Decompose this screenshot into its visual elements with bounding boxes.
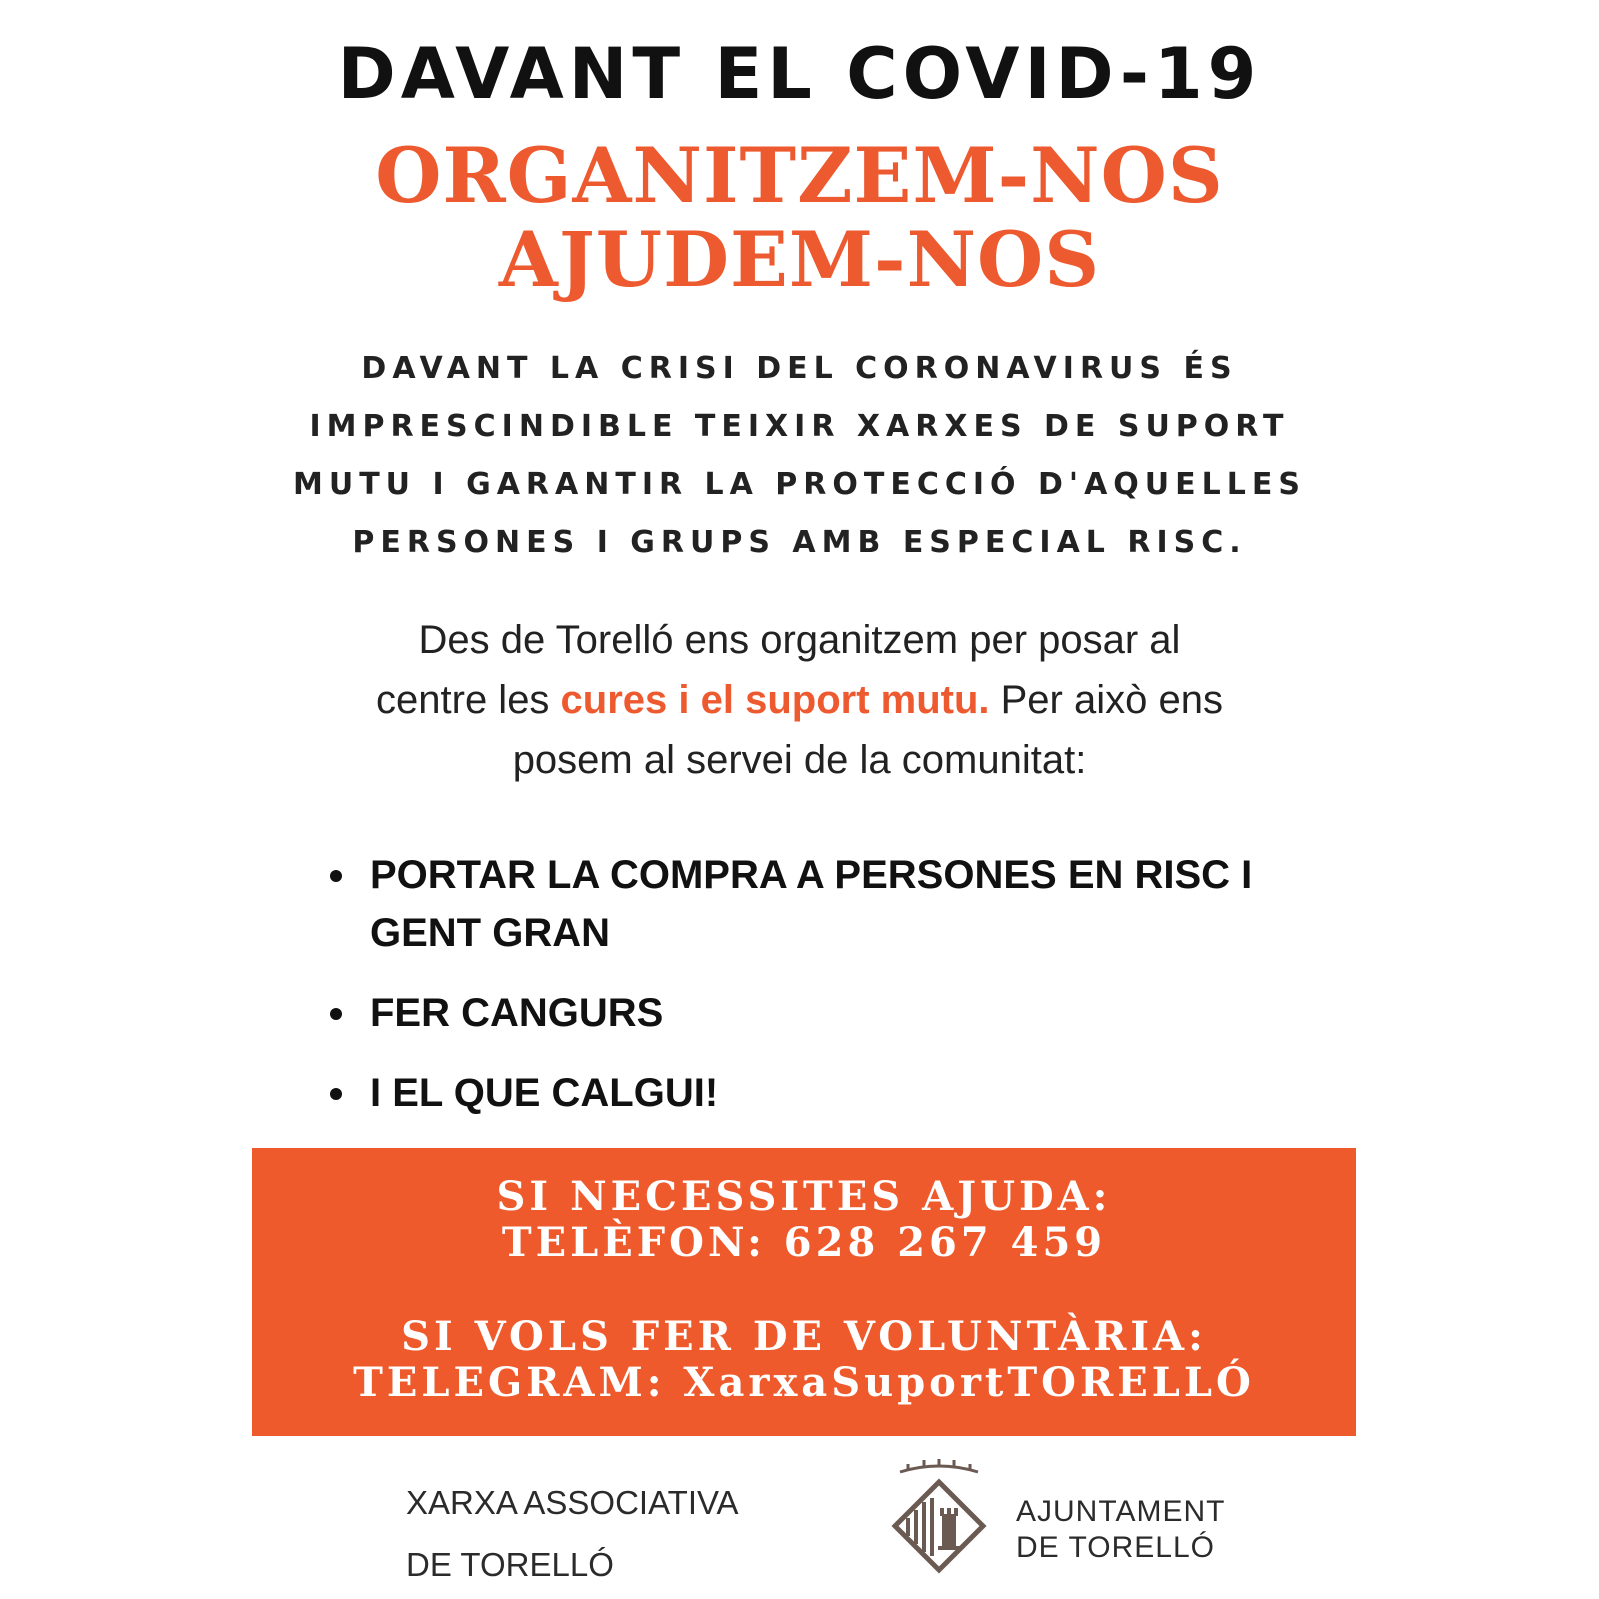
page-title: DAVANT EL COVID-19 bbox=[337, 33, 1262, 115]
headline-organitzem: ORGANITZEM-NOS bbox=[375, 131, 1224, 220]
telegram-handle: TELEGRAM: XarxaSuportTORELLÓ bbox=[353, 1359, 1255, 1406]
footer-city-council bbox=[1016, 1494, 1225, 1566]
council-name-line: DE TORELLÓ bbox=[1016, 1531, 1215, 1564]
volunteer-label: SI VOLS FER DE VOLUNTÀRIA: bbox=[401, 1313, 1207, 1360]
intro-line: MUTU I GARANTIR LA PROTECCIÓ D'AQUELLES bbox=[293, 467, 1306, 502]
body-text-segment: centre les bbox=[376, 678, 561, 722]
headline-ajudem: AJUDEM-NOS bbox=[498, 215, 1101, 304]
body-line bbox=[0, 670, 1599, 730]
intro-paragraph bbox=[0, 340, 1599, 572]
body-paragraph bbox=[0, 610, 1599, 790]
intro-line: PERSONES I GRUPS AMB ESPECIAL RISC. bbox=[352, 525, 1247, 560]
highlight-text: cures i el suport mutu. bbox=[560, 678, 990, 722]
intro-line: IMPRESCINDIBLE TEIXIR XARXES DE SUPORT bbox=[309, 409, 1290, 444]
list-item: FER CANGURS bbox=[330, 984, 1290, 1042]
association-name-line: XARXA ASSOCIATIVA bbox=[406, 1484, 739, 1521]
phone-number: TELÈFON: 628 267 459 bbox=[501, 1219, 1107, 1266]
services-list bbox=[330, 846, 1290, 1144]
association-name-line: DE TORELLÓ bbox=[406, 1546, 614, 1583]
help-label: SI NECESSITES AJUDA: bbox=[496, 1173, 1112, 1220]
body-line: Des de Torelló ens organitzem per posar al bbox=[418, 618, 1181, 662]
municipal-seal-icon bbox=[888, 1458, 990, 1574]
body-line: posem al servei de la comunitat: bbox=[512, 738, 1087, 782]
contact-banner bbox=[252, 1148, 1356, 1436]
body-text-segment: Per això ens bbox=[989, 678, 1223, 722]
footer-association bbox=[406, 1472, 739, 1596]
list-item: PORTAR LA COMPRA A PERSONES EN RISC I GENT GRAN bbox=[330, 846, 1290, 962]
intro-line: DAVANT LA CRISI DEL CORONAVIRUS ÉS bbox=[361, 351, 1238, 386]
council-name-line: AJUNTAMENT bbox=[1016, 1495, 1226, 1528]
list-item: I EL QUE CALGUI! bbox=[330, 1064, 1290, 1122]
